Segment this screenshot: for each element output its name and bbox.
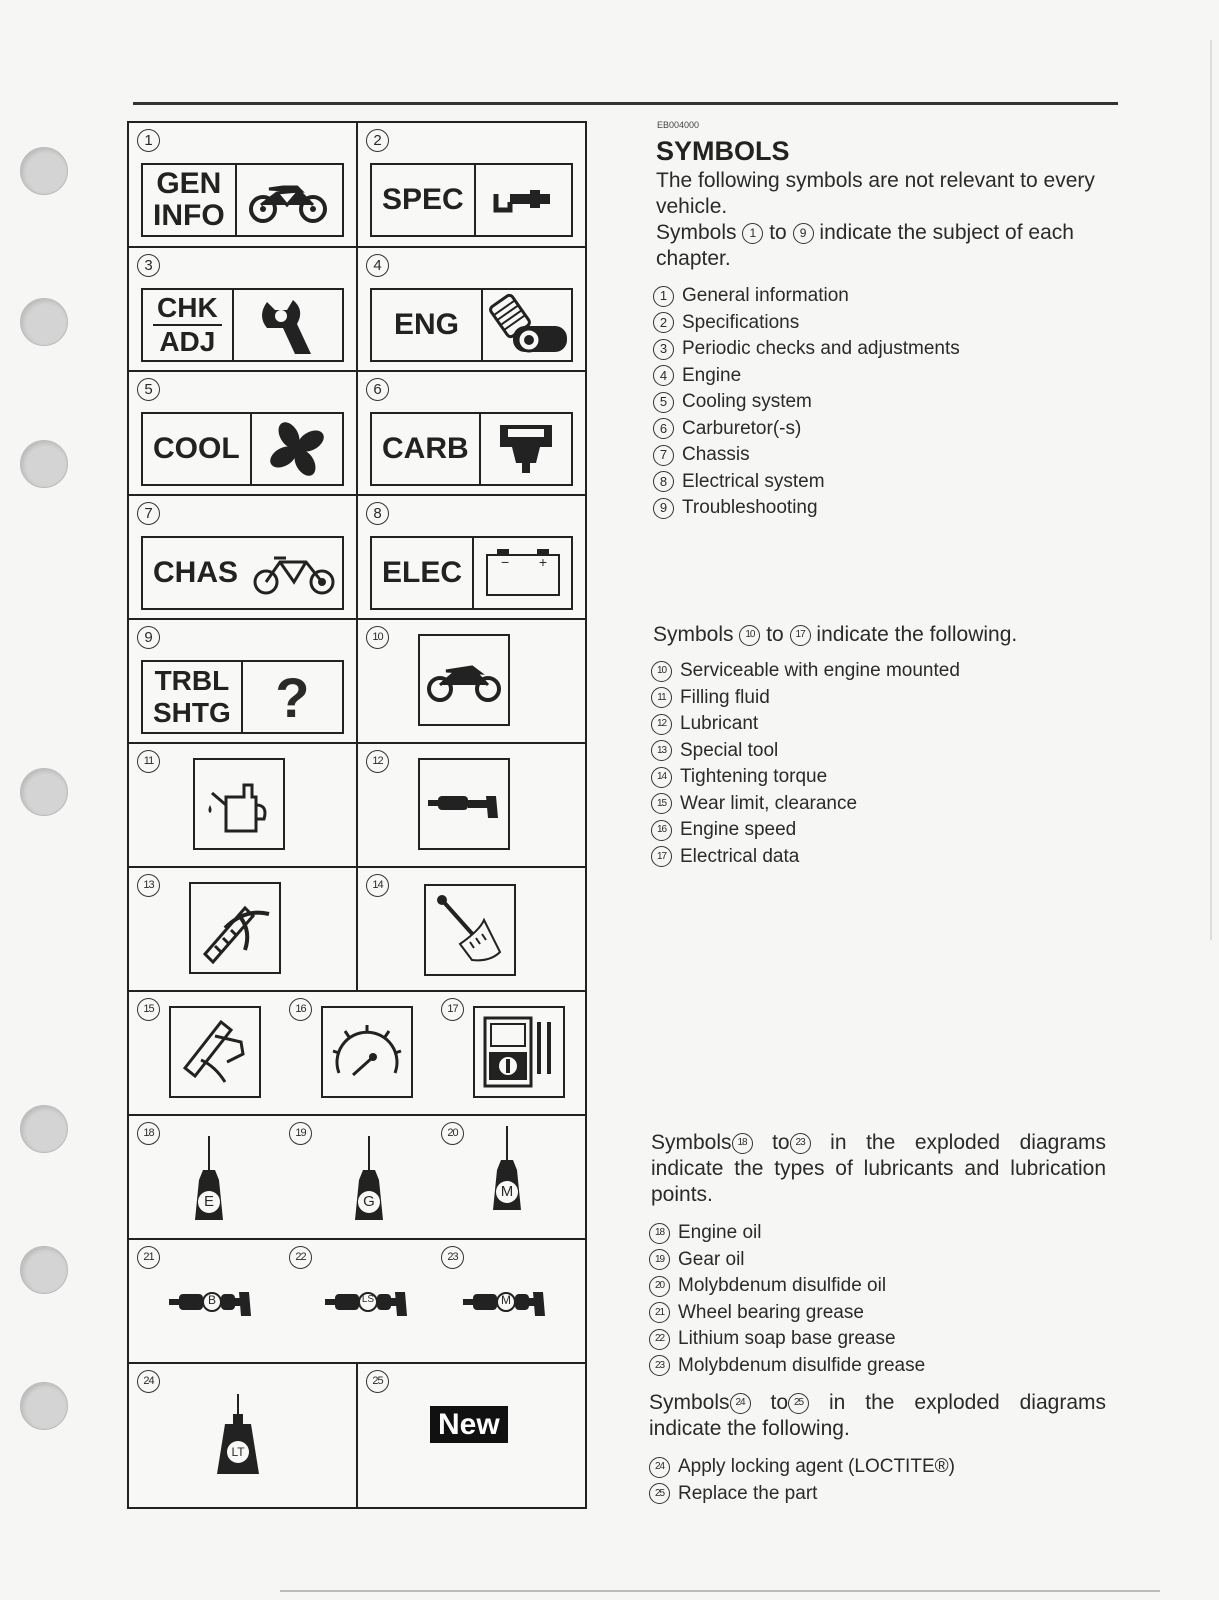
cell-number: 3 [137, 254, 160, 277]
grid-row [129, 620, 585, 744]
symbol-cell-12 [358, 744, 585, 866]
special-tool-icon [189, 882, 281, 974]
wheel-bearing-grease-icon: B [167, 1288, 255, 1318]
locking-agent-icon: LT [213, 1394, 263, 1480]
list-item: 14 Tightening torque [651, 764, 1111, 791]
symbol-cell-1 [129, 123, 358, 246]
symbol-text: CHK [153, 292, 222, 326]
symbol-text: ADJ [159, 326, 216, 357]
section-3-heading: Symbols 18 to 23 in the exploded diagrams indicate the types of lubricants and lubrication points. [651, 1131, 1106, 1206]
symbol-cell-23 [433, 1240, 585, 1362]
molybdenum-grease-icon: M [461, 1288, 549, 1318]
list-item: 23 Molybdenum disulfide grease [649, 1353, 1109, 1380]
grid-row [129, 123, 585, 248]
list-item: 12 Lubricant [651, 711, 1111, 738]
grease-gun-icon [418, 758, 510, 850]
cell-number: 20 [441, 1122, 464, 1145]
list-item: 21 Wheel bearing grease [649, 1300, 1109, 1327]
list-item: 15 Wear limit, clearance [651, 791, 1111, 818]
cell-number: 14 [366, 874, 389, 897]
section-4-heading: Symbols 24 to 25 in the exploded diagrams indicate the following. [649, 1391, 1107, 1440]
cell-number: 18 [137, 1122, 160, 1145]
grid-row [129, 744, 585, 868]
new-part-icon: New [430, 1408, 508, 1442]
top-rule [133, 102, 1118, 105]
symbol-cell-8 [358, 496, 585, 618]
carburetor-icon [481, 414, 571, 484]
grid-row [129, 992, 585, 1116]
symbol-cell-20 [433, 1116, 585, 1238]
cell-number: 11 [137, 750, 160, 773]
battery-minus: − [501, 554, 510, 570]
binder-hole [20, 1246, 68, 1294]
battery-icon [474, 538, 571, 608]
list-item: 5 Cooling system [653, 389, 1113, 416]
cell-number: 16 [289, 998, 312, 1021]
question-icon: ? [275, 665, 310, 729]
carb-symbol: CARB [370, 412, 573, 486]
cell-number: 25 [366, 1370, 389, 1393]
symbol-cell-24 [129, 1364, 358, 1507]
cell-number: 6 [366, 378, 389, 401]
cell-number: 24 [137, 1370, 160, 1393]
motorcycle-icon [418, 634, 510, 726]
symbol-text: SHTG [153, 697, 231, 728]
other-list [649, 1454, 1109, 1507]
oil-can-icon [193, 758, 285, 850]
gen-info-symbol [141, 163, 344, 237]
symbol-cell-6 [358, 372, 585, 494]
symbol-cell-4 [358, 248, 585, 370]
symbol-cell-13 [129, 868, 358, 990]
cool-symbol: COOL [141, 412, 344, 486]
doc-code: EB004000 [657, 120, 700, 130]
grid-row [129, 1364, 585, 1507]
grid-row [129, 248, 585, 372]
grid-row [129, 868, 585, 992]
cell-number: 1 [137, 129, 160, 152]
spec-symbol: SPEC [370, 163, 573, 237]
cell-number: 21 [137, 1246, 160, 1269]
list-item: 10 Serviceable with engine mounted [651, 658, 1111, 685]
engine-oil-icon: E [189, 1136, 229, 1228]
battery-plus: + [538, 554, 547, 570]
page-edge [1210, 40, 1212, 940]
eng-symbol: ENG [370, 288, 573, 362]
symbol-cell-9 [129, 620, 358, 742]
motorcycle-icon [237, 165, 342, 235]
chk-adj-symbol [141, 288, 344, 362]
cell-number: 10 [366, 626, 389, 649]
symbol-grid [127, 121, 587, 1509]
elec-symbol: ELEC − + [370, 536, 573, 610]
symbol-cell-3 [129, 248, 358, 370]
micrometer-icon [476, 165, 571, 235]
list-item: 3 Periodic checks and adjustments [653, 336, 1113, 363]
trbl-shtg-symbol [141, 660, 344, 734]
grid-row [129, 372, 585, 496]
engine-icon [483, 290, 573, 360]
cell-number: 5 [137, 378, 160, 401]
intro-line-1: The following symbols are not relevant to every vehicle. [656, 169, 1095, 218]
symbol-cell-25 [358, 1364, 585, 1507]
symbol-cell-18 [129, 1116, 281, 1238]
cell-number: 23 [441, 1246, 464, 1269]
symbol-cell-2 [358, 123, 585, 246]
wrench-icon [234, 290, 342, 360]
symbol-text: GEN [156, 167, 222, 200]
lithium-grease-icon: LS [323, 1288, 411, 1318]
chassis-icon [248, 538, 342, 608]
grid-row [129, 1240, 585, 1364]
symbol-cell-10 [358, 620, 585, 742]
list-item: 16 Engine speed [651, 817, 1111, 844]
list-item: 9 Troubleshooting [653, 495, 1113, 522]
list-item: 22 Lithium soap base grease [649, 1326, 1109, 1353]
binder-hole [20, 1382, 68, 1430]
page-title: SYMBOLS [656, 136, 790, 166]
symbol-cell-5 [129, 372, 358, 494]
cell-number: 17 [441, 998, 464, 1021]
cell-number: 9 [137, 626, 160, 649]
indication-list [651, 658, 1111, 870]
cell-number: 4 [366, 254, 389, 277]
symbol-cell-15 [129, 992, 281, 1114]
cell-number: 15 [137, 998, 160, 1021]
binder-hole [20, 440, 68, 488]
cell-number: 8 [366, 502, 389, 525]
symbol-text: INFO [153, 199, 225, 232]
torque-wrench-icon [424, 884, 516, 976]
list-item: 6 Carburetor(-s) [653, 416, 1113, 443]
chapter-list [653, 283, 1113, 522]
binder-hole [20, 298, 68, 346]
symbol-cell-21 [129, 1240, 281, 1362]
list-item: 1 General information [653, 283, 1113, 310]
lubricant-list [649, 1220, 1109, 1379]
list-item: 2 Specifications [653, 310, 1113, 337]
list-item: 18 Engine oil [649, 1220, 1109, 1247]
caliper-icon [169, 1006, 261, 1098]
grid-row [129, 496, 585, 620]
cell-number: 12 [366, 750, 389, 773]
symbol-cell-14 [358, 868, 585, 990]
cell-number: 2 [366, 129, 389, 152]
tachometer-icon [321, 1006, 413, 1098]
cell-number: 22 [289, 1246, 312, 1269]
symbol-cell-7 [129, 496, 358, 618]
symbol-cell-17 [433, 992, 585, 1114]
list-item: 20 Molybdenum disulfide oil [649, 1273, 1109, 1300]
symbol-cell-22 [281, 1240, 433, 1362]
list-item: 24 Apply locking agent (LOCTITE®) [649, 1454, 1109, 1481]
section-2-heading: Symbols 10 to 17 indicate the following. [653, 623, 1018, 646]
list-item: 17 Electrical data [651, 844, 1111, 871]
list-item: 11 Filling fluid [651, 685, 1111, 712]
binder-hole [20, 768, 68, 816]
grid-row [129, 1116, 585, 1240]
binder-hole [20, 1105, 68, 1153]
list-item: 25 Replace the part [649, 1481, 1109, 1508]
list-item: 7 Chassis [653, 442, 1113, 469]
list-item: 19 Gear oil [649, 1247, 1109, 1274]
bottom-rule [280, 1590, 1160, 1592]
fan-icon [252, 414, 342, 484]
symbol-cell-16 [281, 992, 433, 1114]
intro-line-2: Symbols 1 to 9 indicate the subject of each chapter. [656, 221, 1074, 270]
cell-number: 19 [289, 1122, 312, 1145]
cell-number: 13 [137, 874, 160, 897]
symbol-cell-11 [129, 744, 358, 866]
cell-number: 7 [137, 502, 160, 525]
list-item: 8 Electrical system [653, 469, 1113, 496]
chas-symbol: CHAS [141, 536, 344, 610]
list-item: 4 Engine [653, 363, 1113, 390]
multimeter-icon [473, 1006, 565, 1098]
symbol-text: TRBL [154, 665, 230, 696]
gear-oil-icon: G [349, 1136, 389, 1228]
molybdenum-oil-icon: M [487, 1126, 527, 1218]
list-item: 13 Special tool [651, 738, 1111, 765]
binder-hole [20, 147, 68, 195]
intro-text [656, 168, 1111, 272]
symbol-cell-19 [281, 1116, 433, 1238]
